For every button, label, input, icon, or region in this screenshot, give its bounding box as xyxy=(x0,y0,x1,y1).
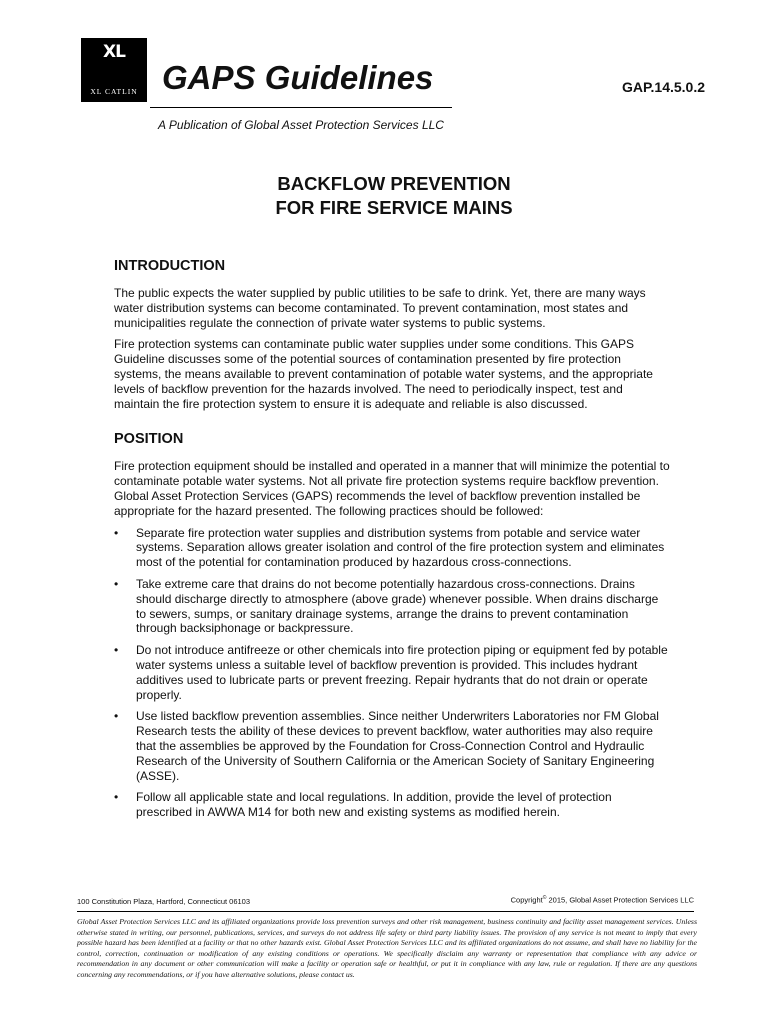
list-item xyxy=(114,790,670,820)
bullet-icon: • xyxy=(114,790,119,805)
xl-catlin-logo xyxy=(81,38,147,102)
position-intro: Fire protection equipment should be installed and operated in a manner that will minimize the potential to contaminate potable water systems. Not all private fire protection systems require backflow prevention. Global Asset Protection Services (GAPS) recommends the level of backflow prevention installed be appropriate for the hazard presented. The following practices should be followed: xyxy=(114,459,670,518)
position-heading: POSITION xyxy=(114,431,184,448)
publication-line: A Publication of Global Asset Protection Services LLC xyxy=(158,118,444,132)
bullet-text: Do not introduce antifreeze or other chemicals into fire protection piping or equipment fed by potable water systems unless a suitable level of backflow prevention is provided. This includes hydrant additives used to lubricate parts or prevent freezing. Repair hydrants that do not drain or operate properly. xyxy=(136,643,668,702)
header-rule xyxy=(150,107,452,108)
list-item xyxy=(114,643,670,702)
bullet-icon: • xyxy=(114,643,119,658)
bullet-text: Follow all applicable state and local regulations. In addition, provide the level of protection prescribed in AWWA M14 for both new and existing systems as modified herein. xyxy=(136,790,612,820)
logo-brand: XL CATLIN xyxy=(90,87,138,96)
bullet-text: Take extreme care that drains do not become potentially hazardous cross-connections. Drains should discharge directly to atmosphere (above grade) whenever possible. When drains discharge to sewers, sumps, or sanitary drainage systems, arrange the drains to prevent contamination through backsiphonage or backpressure. xyxy=(136,576,659,636)
bullet-icon: • xyxy=(114,525,119,540)
bullet-icon: • xyxy=(114,576,119,591)
footer-address: 100 Constitution Plaza, Hartford, Connecticut 06103 xyxy=(77,897,251,906)
bullet-text: Use listed backflow prevention assemblies. Since neither Underwriters Laboratories nor FM Global Research tests the ability of these devices to prevent backflow, water authorities may also require that the assemblies be approved by the Foundation for Cross-Connection Control and Hydraulic Research of the University of Southern California or the American Society of Sanitary Engineering (ASSE). xyxy=(136,709,659,783)
list-item xyxy=(114,526,670,570)
legal-disclaimer: Global Asset Protection Services LLC and its affiliated organizations provide loss prevention surveys and other risk management, business continuity and facility asset management services. Unless otherwise stated in writing, our personnel, publications, services, and surveys do not address life safety or third party liability issues. The provision of any service is not meant to imply that every possible hazard has been identified at a facility or that no other hazards exist. Global Asset Protection Services LLC and its affiliated organizations do not assume, and shall have no liability for the control, correction, continuation or modification of any existing conditions or operations. We specifically disclaim any warranty or representation that compliance with any advice or recommendation in any document or other communication will make a facility or operation safe or healthful, or put it in compliance with any law, rule or regulation. If there are any questions concerning any recommendations, or if you have alternative solutions, please contact us. xyxy=(77,917,697,979)
copyright-mark: © xyxy=(542,895,547,901)
document-title-line2: FOR FIRE SERVICE MAINS xyxy=(275,197,513,218)
header-title: GAPS Guidelines xyxy=(162,59,434,96)
list-item xyxy=(114,709,670,783)
doc-number: GAP.14.5.0.2 xyxy=(622,79,706,95)
logo-mark: XL xyxy=(103,42,125,62)
position-bullet-list xyxy=(114,526,670,820)
bullet-icon: • xyxy=(114,709,119,724)
bullet-text: Separate fire protection water supplies and distribution systems from potable and service water systems. Separation allows greater isolation and control of the fire protection system and eliminates most of the potential for contamination produced by hazardous cross-connections. xyxy=(136,525,665,570)
document-title-line1: BACKFLOW PREVENTION xyxy=(277,173,511,194)
footer-rule xyxy=(77,911,694,912)
list-item xyxy=(114,577,670,636)
footer-copyright: Copyright© 2015, Global Asset Protection Services LLC xyxy=(510,895,694,905)
main-content xyxy=(114,256,670,827)
introduction-paragraph: The public expects the water supplied by public utilities to be safe to drink. Yet, there are many ways water distribution systems can become contaminated. To prevent contamination, most states and municipalities regulate the connection of private water systems to public systems. xyxy=(114,286,646,330)
introduction-paragraph: Fire protection systems can contaminate public water supplies under some conditions. This GAPS Guideline discusses some of the potential sources of contamination presented by fire protection systems, the means available to prevent contamination of potable water systems, and the appropriate levels of backflow prevention for the hazards involved. The need to periodically inspect, test and maintain the fire protection system to ensure it is adequate and reliable is also discussed. xyxy=(114,337,653,411)
introduction-heading: INTRODUCTION xyxy=(114,258,226,274)
